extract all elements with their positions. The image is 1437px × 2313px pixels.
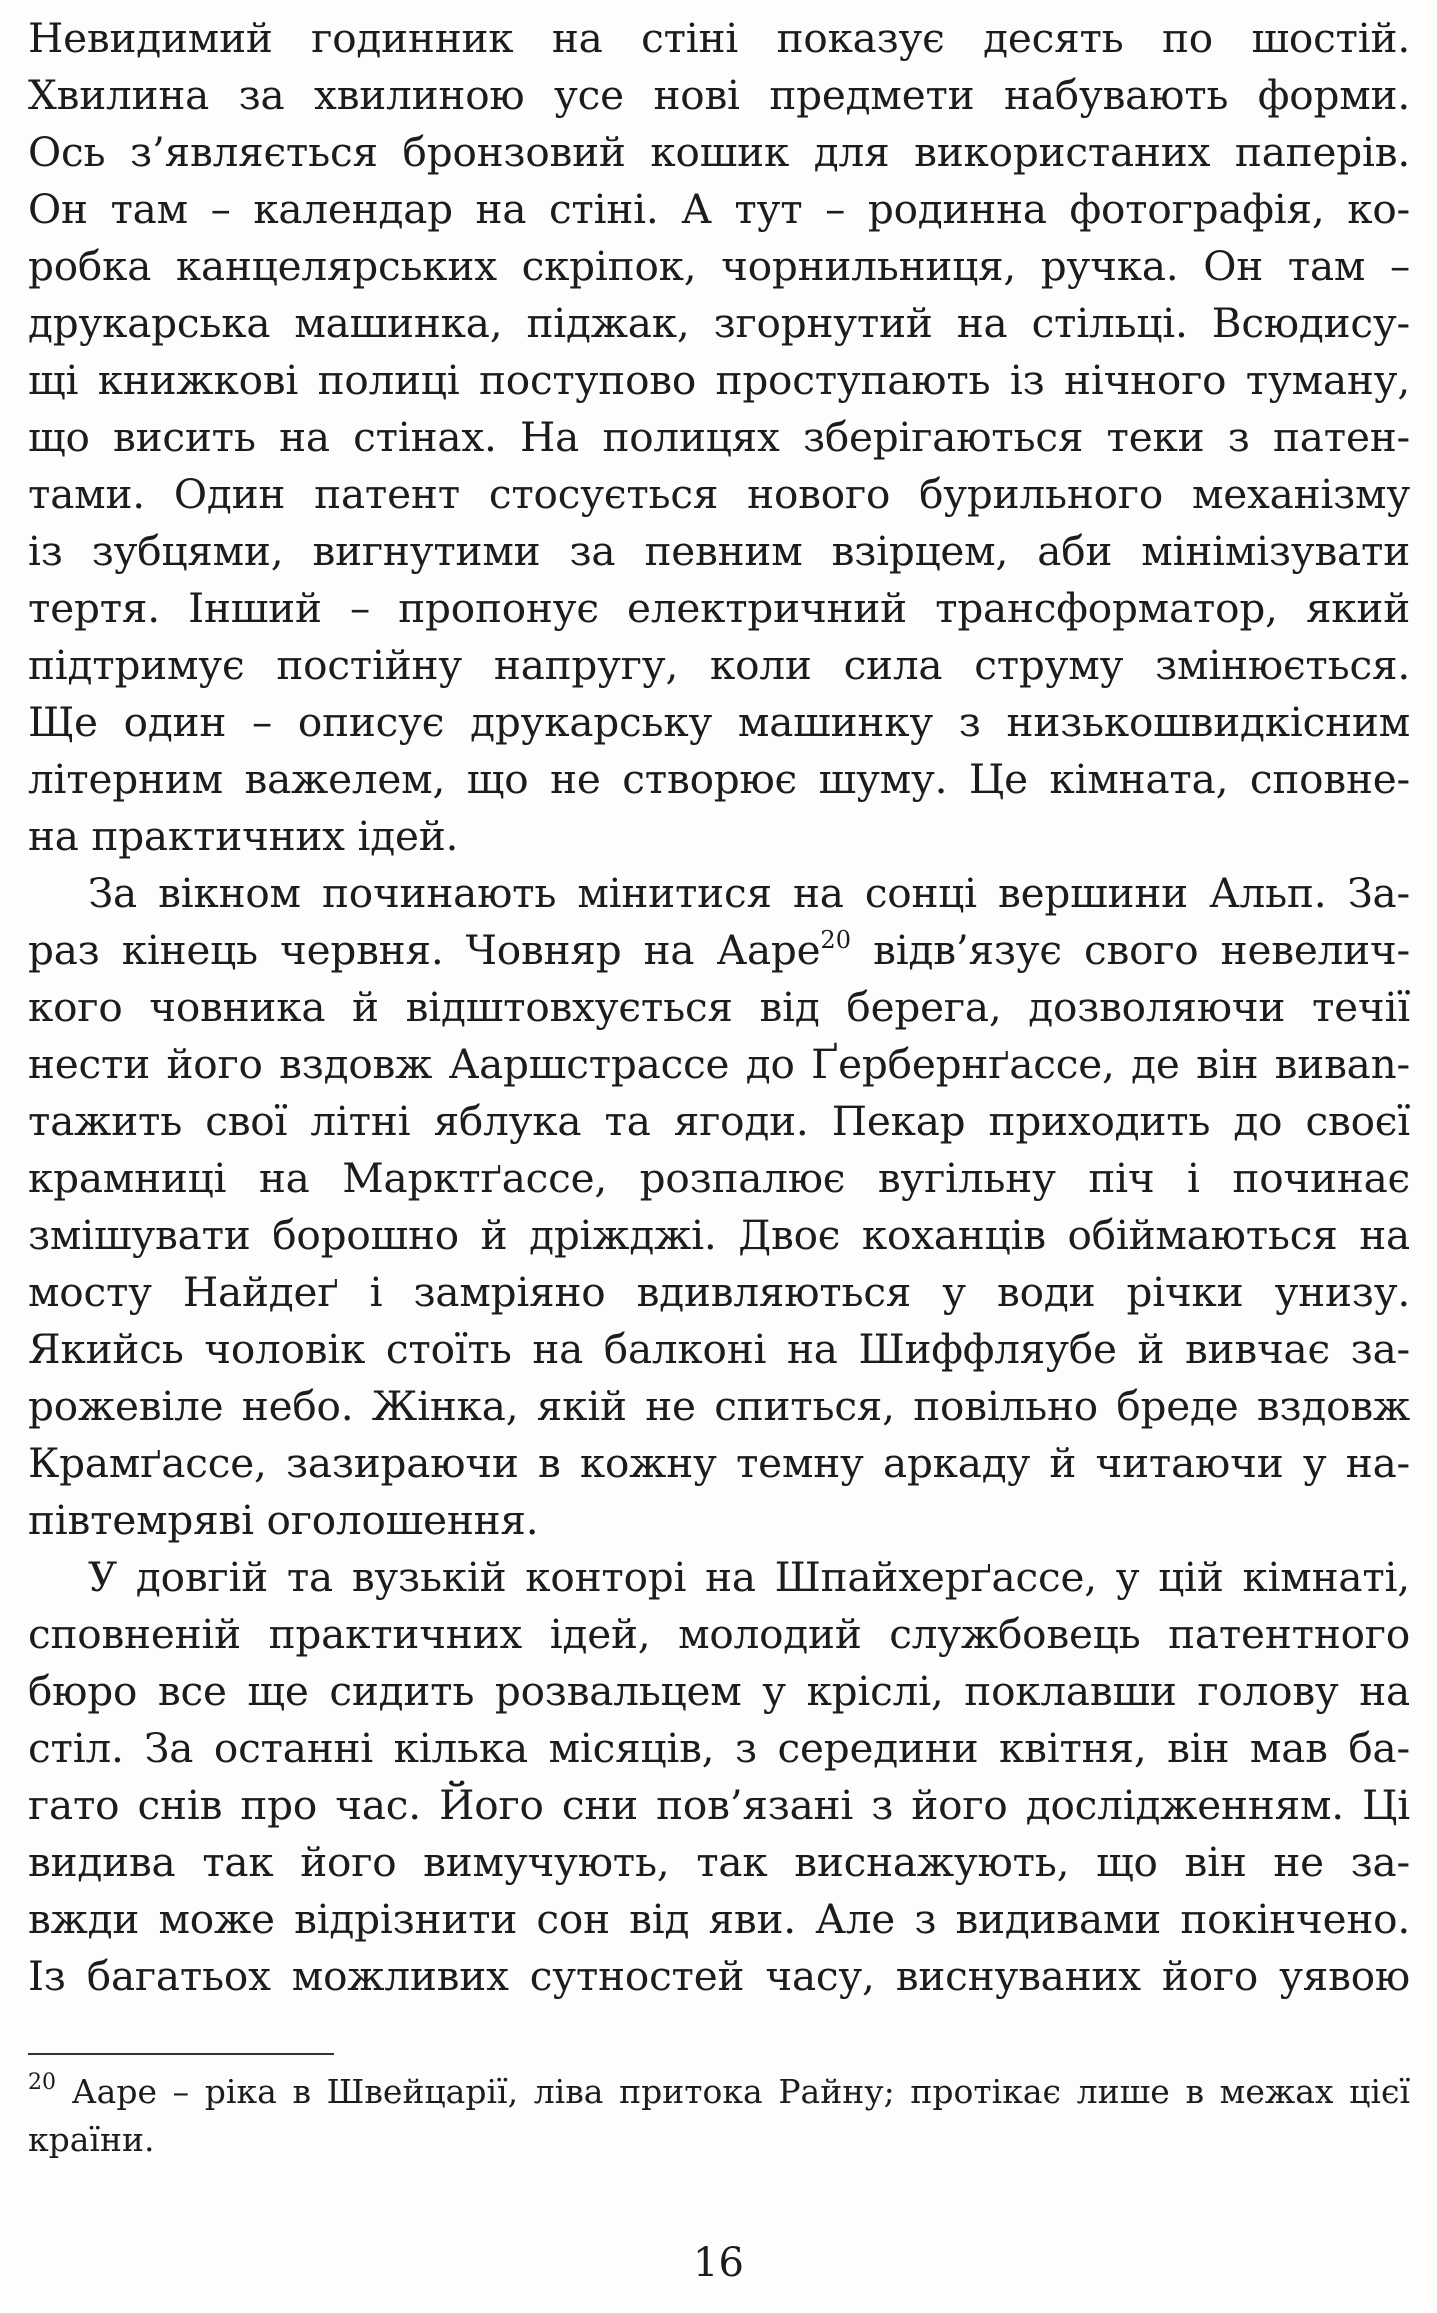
text-line: Он там – календар на стіні. А тут – родинна фотографія, ко- (28, 185, 1410, 233)
text-fragment: раз кінець червня. Човняр на Ааре (28, 926, 821, 974)
page-number: 16 (693, 2240, 744, 2286)
text-line: тертя. Інший – пропонує електричний трансформатор, який (28, 584, 1410, 632)
footnote-marker: 20 (28, 2070, 56, 2095)
footnote-line: країни. (28, 2120, 155, 2159)
text-line: мосту Найдеґ і замріяно вдивляються у води річки унизу. (28, 1268, 1410, 1316)
text-line: Ось з’являється бронзовий кошик для використаних паперів. (28, 128, 1410, 176)
text-line: змішувати борошно й дріжджі. Двоє коханців обіймаються на (28, 1211, 1410, 1259)
text-fragment: відв’язує свого невелич- (873, 926, 1410, 974)
text-line: півтемряві оголошення. (28, 1496, 539, 1544)
text-line: Із багатьох можливих сутностей часу, виснуваних його уявою (28, 1952, 1410, 2000)
text-line: стіл. За останні кілька місяців, з середини квітня, він мав ба- (28, 1724, 1410, 1772)
text-line: на практичних ідей. (28, 812, 459, 860)
text-line: гато снів про час. Його сни пов’язані з його дослідженням. Ці (28, 1781, 1410, 1829)
text-line: крамниці на Марктґассе, розпалює вугільну піч і починає (28, 1154, 1410, 1202)
footnote-line (28, 2068, 1410, 2116)
text-line: що висить на стінах. На полицях зберігаються теки з патен- (28, 413, 1410, 461)
footnote-text: Ааре – ріка в Швейцарії, ліва притока Райну; протікає лише в межах цієї (71, 2072, 1410, 2111)
text-line: нести його вздовж Ааршстрассе до Ґербернґассе, де він вивan- (28, 1040, 1410, 1088)
text-line: Якийсь чоловік стоїть на балконі на Шиффляубе й вивчає за- (28, 1325, 1410, 1373)
text-line: бюро все ще сидить розвальцем у кріслі, поклавши голову на (28, 1667, 1410, 1715)
text-line: видива так його вимучують, так виснажують, що він не за- (28, 1838, 1410, 1886)
text-line: У довгій та вузькій конторі на Шпайхерґассе, у цій кімнаті, (88, 1553, 1410, 1601)
text-line: кого човника й відштовхується від берега, дозволяючи течії (28, 983, 1410, 1031)
text-line: Ще один – описує друкарську машинку з низькошвидкісним (28, 698, 1410, 746)
footnote-divider (28, 2053, 334, 2055)
text-line: щі книжкові полиці поступово проступають із нічного туману, (28, 356, 1410, 404)
text-line: сповненій практичних ідей, молодий службовець патентного (28, 1610, 1410, 1658)
text-line: літерним важелем, що не створює шуму. Це кімната, сповне- (28, 755, 1410, 803)
main-text (28, 10, 1410, 2005)
text-line: підтримує постійну напругу, коли сила струму змінюється. (28, 641, 1410, 689)
text-line: із зубцями, вигнутими за певним взірцем, аби мінімізувати (28, 527, 1410, 575)
text-line: За вікном починають мінитися на сонці вершини Альп. За- (88, 869, 1410, 917)
text-line: Крамґассе, зазираючи в кожну темну аркаду й читаючи у на- (28, 1439, 1410, 1487)
text-line: Хвилина за хвилиною усе нові предмети набувають форми. (28, 71, 1410, 119)
text-line: тажить свої літні яблука та ягоди. Пекар приходить до своєї (28, 1097, 1410, 1145)
text-line-with-footnote (28, 922, 1410, 979)
text-line: рожевіле небо. Жінка, якій не спиться, повільно бреде вздовж (28, 1382, 1410, 1430)
footnote-reference[interactable]: 20 (820, 926, 851, 954)
text-line: тами. Один патент стосується нового бурильного механізму (28, 470, 1410, 518)
text-line: робка канцелярських скріпок, чорнильниця, ручка. Он там – (28, 242, 1410, 290)
text-line: Невидимий годинник на стіні показує десять по шостій. (28, 14, 1410, 62)
text-line: друкарська машинка, піджак, згорнутий на стільці. Всюдису- (28, 299, 1410, 347)
text-line: вжди може відрізнити сон від яви. Але з видивами покінчено. (28, 1895, 1410, 1943)
footnote (28, 2068, 1410, 2164)
